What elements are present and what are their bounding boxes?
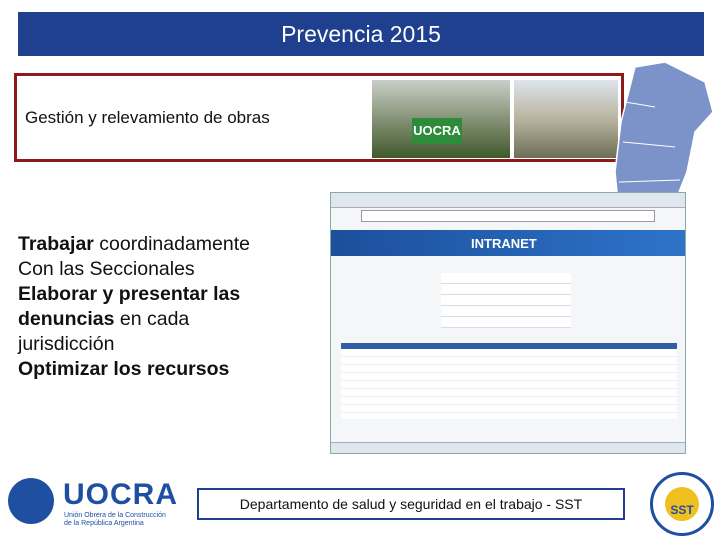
intranet-screenshot xyxy=(330,192,686,454)
sst-seal xyxy=(650,472,714,536)
body-line-1: Trabajar coordinadamente xyxy=(18,233,250,255)
workers-photo xyxy=(372,80,510,158)
department-footer: Departamento de salud y seguridad en el trabajo - SST xyxy=(197,488,625,520)
intranet-form xyxy=(441,273,571,328)
browser-chrome xyxy=(331,193,685,208)
slide-title: Prevencia 2015 xyxy=(18,12,704,56)
status-bar xyxy=(331,442,685,453)
helmet-icon xyxy=(8,478,54,524)
body-line-5: jurisdicción xyxy=(18,333,115,355)
body-line-2: Con las Seccionales xyxy=(18,258,195,280)
logo-subtitle: Unión Obrera de la Construcción de la República Argentina xyxy=(64,512,166,527)
photo-sign: UOCRA xyxy=(412,118,462,144)
body-line-4: denuncias en cada xyxy=(18,308,190,330)
address-bar xyxy=(361,210,655,222)
body-text xyxy=(18,232,250,382)
intranet-table xyxy=(341,343,677,419)
body-line-6: Optimizar los recursos xyxy=(18,358,230,380)
intranet-header: INTRANET xyxy=(331,230,685,256)
logo-name: UOCRA xyxy=(63,478,178,511)
body-line-3: Elaborar y presentar las xyxy=(18,283,241,305)
seal-text: SST xyxy=(670,503,694,517)
banner-text: Gestión y relevamiento de obras xyxy=(25,108,270,127)
uocra-logo xyxy=(8,476,178,532)
